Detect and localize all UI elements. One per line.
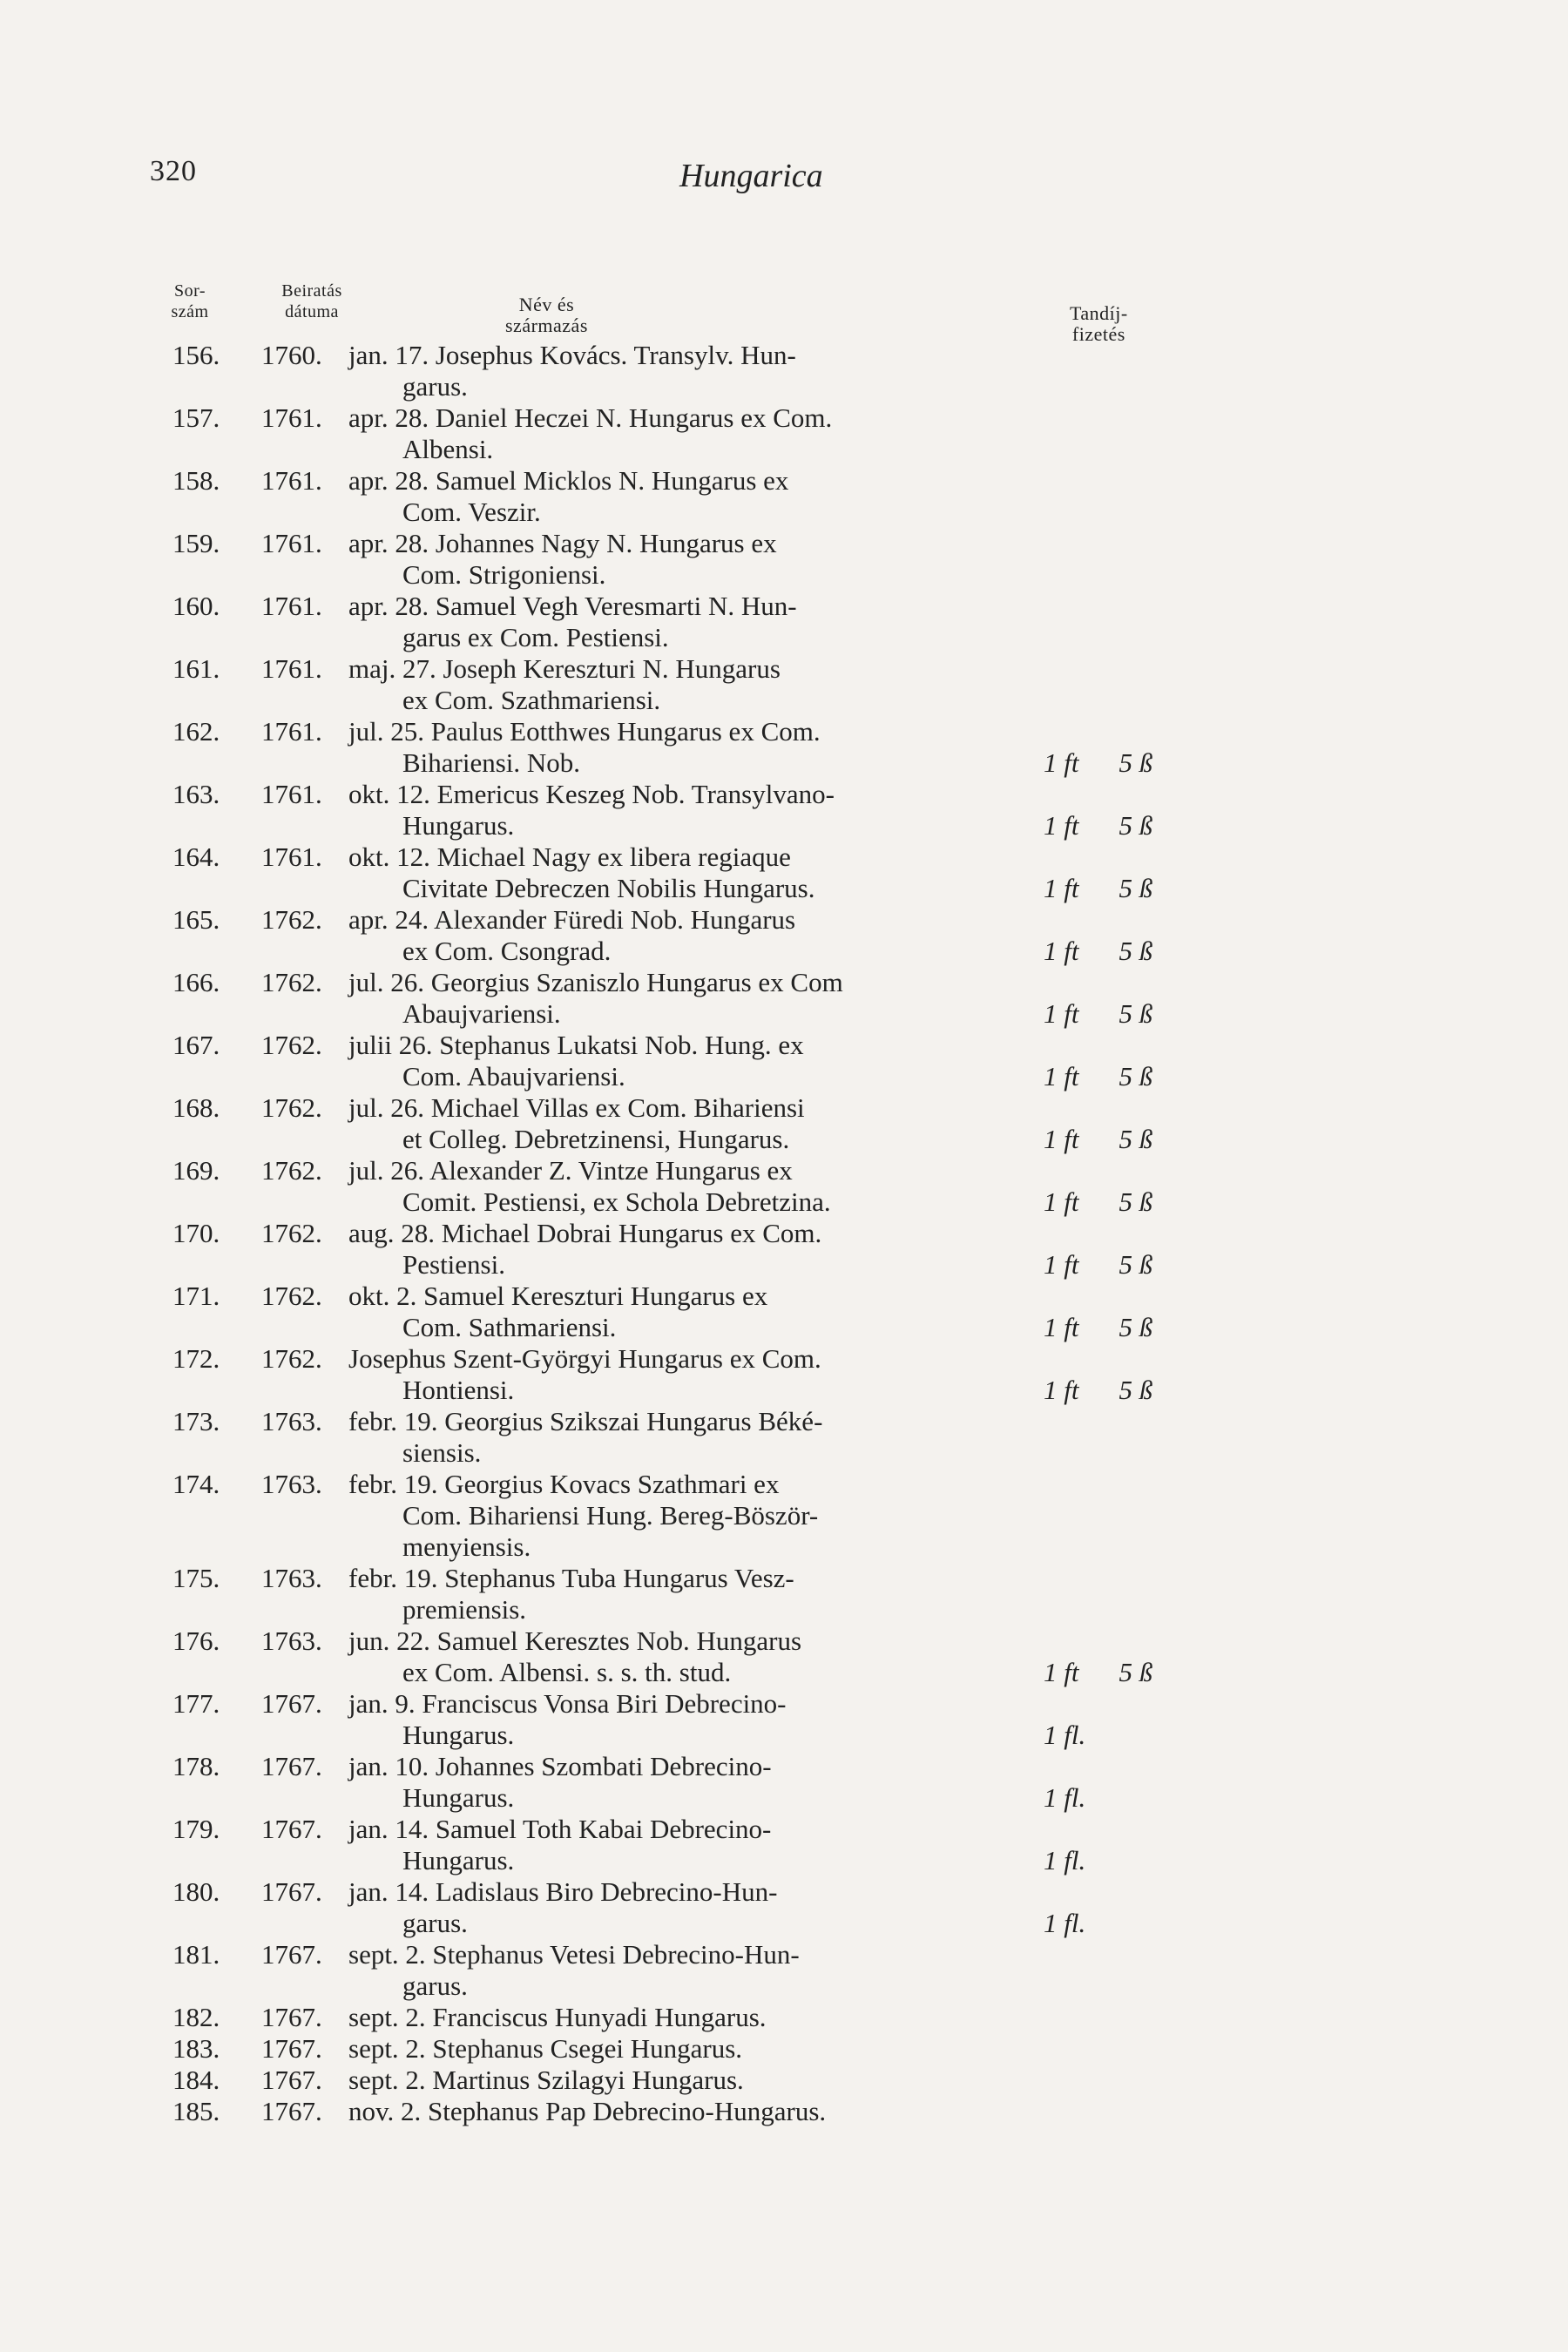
list-item [0, 1092, 1568, 1155]
entry-year: 1761. [261, 716, 322, 747]
entry-line-2: Civitate Debreczen Nobilis Hungarus. [402, 873, 815, 903]
entry-text [348, 1218, 1024, 1281]
entry-line-2: Comit. Pestiensi, ex Schola Debretzina. [402, 1186, 831, 1217]
entry-line-1: jul. 26. Alexander Z. Vintze Hungarus ex [348, 1155, 793, 1186]
entry-fee [1044, 810, 1152, 841]
fee-denar: 5 ß [1119, 936, 1153, 966]
column-header-sor-line1: Sor- [173, 281, 206, 301]
entry-text [348, 402, 1024, 465]
entry-number: 164. [172, 841, 220, 872]
entry-year: 1763. [261, 1563, 322, 1593]
entry-fee [1044, 873, 1152, 904]
entry-fee [1044, 1908, 1085, 1939]
entry-number: 172. [172, 1343, 220, 1374]
entry-fee [1044, 1124, 1152, 1155]
entry-number: 171. [172, 1281, 220, 1311]
list-item [0, 1469, 1568, 1563]
column-header-beiratas [260, 280, 364, 322]
entries-list [0, 340, 1568, 2127]
entry-year: 1767. [261, 1939, 322, 1970]
entry-year: 1763. [261, 1406, 322, 1436]
fee-forint: 1 ft [1044, 1312, 1079, 1342]
fee-denar: 5 ß [1119, 1124, 1153, 1154]
entry-line-1: jan. 14. Ladislaus Biro Debrecino-Hun- [348, 1876, 778, 1907]
fee-forint: 1 ft [1044, 936, 1079, 966]
entry-fee [1044, 1782, 1085, 1814]
entry-fee [1044, 1657, 1152, 1688]
entry-year: 1762. [261, 1343, 322, 1374]
fee-forint: 1 ft [1044, 873, 1079, 903]
fee-denar: 5 ß [1119, 1375, 1153, 1405]
entry-text [348, 653, 1024, 716]
list-item [0, 402, 1568, 465]
fee-forint: 1 fl. [1044, 1720, 1086, 1750]
column-header-sor-line2: szám [171, 302, 209, 321]
entry-line-1: nov. 2. Stephanus Pap Debrecino-Hungarus. [348, 2096, 827, 2126]
entry-year: 1762. [261, 967, 322, 997]
entry-text [348, 1406, 1024, 1469]
entry-year: 1767. [261, 2065, 322, 2095]
list-item [0, 2033, 1568, 2065]
entry-year: 1762. [261, 1281, 322, 1311]
entry-number: 168. [172, 1092, 220, 1123]
list-item [0, 591, 1568, 653]
entry-line-3: menyiensis. [402, 1531, 531, 1562]
entry-line-1: jul. 25. Paulus Eotthwes Hungarus ex Com. [348, 716, 821, 747]
entry-line-1: jan. 10. Johannes Szombati Debrecino- [348, 1751, 772, 1781]
fee-forint: 1 fl. [1044, 1845, 1086, 1876]
entry-text [348, 2002, 1024, 2033]
fee-forint: 1 ft [1044, 998, 1079, 1029]
fee-denar: 5 ß [1119, 1249, 1153, 1280]
entry-line-1: febr. 19. Georgius Kovacs Szathmari ex [348, 1469, 780, 1499]
entry-line-2: Hungarus. [402, 810, 515, 841]
list-item [0, 779, 1568, 841]
entry-line-2: garus ex Com. Pestiensi. [402, 622, 669, 652]
entry-year: 1762. [261, 904, 322, 935]
entry-text [348, 967, 1024, 1030]
entry-line-2: garus. [402, 1908, 468, 1938]
entry-number: 174. [172, 1469, 220, 1499]
list-item [0, 967, 1568, 1030]
entry-line-1: apr. 28. Samuel Micklos N. Hungarus ex [348, 465, 789, 496]
entry-fee [1044, 1312, 1152, 1343]
fee-forint: 1 ft [1044, 1061, 1079, 1092]
list-item [0, 1563, 1568, 1625]
entry-text [348, 1155, 1024, 1218]
entry-year: 1762. [261, 1155, 322, 1186]
entry-text [348, 1814, 1024, 1876]
entry-text [348, 1343, 1024, 1406]
entry-text [348, 528, 1024, 591]
fee-forint: 1 fl. [1044, 1908, 1086, 1938]
entry-line-2: Bihariensi. Nob. [402, 747, 581, 778]
list-item [0, 2065, 1568, 2096]
entry-line-1: apr. 24. Alexander Füredi Nob. Hungarus [348, 904, 796, 935]
entry-year: 1761. [261, 528, 322, 558]
list-item [0, 1406, 1568, 1469]
entry-line-2: garus. [402, 371, 468, 402]
entry-number: 157. [172, 402, 220, 433]
entry-line-2: Albensi. [402, 434, 494, 464]
entry-number: 182. [172, 2002, 220, 2032]
entry-line-2: Hontiensi. [402, 1375, 515, 1405]
column-header-sorszam [155, 280, 225, 322]
entry-text [348, 716, 1024, 779]
entry-number: 156. [172, 340, 220, 370]
column-header-tandij: Tandíj-fizetés [1070, 302, 1128, 345]
fee-denar: 5 ß [1119, 1061, 1153, 1092]
entry-text [348, 340, 1024, 402]
entry-number: 176. [172, 1625, 220, 1656]
entry-number: 178. [172, 1751, 220, 1781]
entry-line-2: siensis. [402, 1437, 482, 1468]
entry-line-1: apr. 28. Johannes Nagy N. Hungarus ex [348, 528, 777, 558]
entry-fee [1044, 1720, 1085, 1751]
list-item [0, 653, 1568, 716]
entry-line-1: julii 26. Stephanus Lukatsi Nob. Hung. ex [348, 1030, 804, 1060]
entry-line-2: Com. Bihariensi Hung. Bereg-Böször- [402, 1500, 819, 1531]
entry-text [348, 904, 1024, 967]
entry-text [348, 2096, 1024, 2127]
entry-line-1: okt. 12. Emericus Keszeg Nob. Transylvano- [348, 779, 835, 809]
entry-text [348, 591, 1024, 653]
entry-line-1: jul. 26. Georgius Szaniszlo Hungarus ex Com [348, 967, 843, 997]
entry-fee [1044, 1845, 1085, 1876]
list-item [0, 716, 1568, 779]
entry-fee [1044, 1061, 1152, 1092]
entry-line-1: jan. 9. Franciscus Vonsa Biri Debrecino- [348, 1688, 787, 1719]
list-item [0, 2002, 1568, 2033]
entry-text [348, 2033, 1024, 2065]
entry-fee [1044, 747, 1152, 779]
entry-line-2: garus. [402, 1970, 468, 2001]
entry-line-2: Hungarus. [402, 1782, 515, 1813]
entry-line-2: ex Com. Albensi. s. s. th. stud. [402, 1657, 732, 1687]
entry-fee [1044, 998, 1152, 1030]
list-item [0, 1343, 1568, 1406]
entry-fee [1044, 1249, 1152, 1281]
entry-number: 185. [172, 2096, 220, 2126]
entry-number: 180. [172, 1876, 220, 1907]
fee-denar: 5 ß [1119, 998, 1153, 1029]
entry-line-2: Hungarus. [402, 1845, 515, 1876]
entry-year: 1763. [261, 1469, 322, 1499]
entry-line-2: Abaujvariensi. [402, 998, 561, 1029]
list-item [0, 1030, 1568, 1092]
fee-denar: 5 ß [1119, 810, 1153, 841]
entry-line-1: apr. 28. Samuel Vegh Veresmarti N. Hun- [348, 591, 797, 621]
list-item [0, 1218, 1568, 1281]
fee-forint: 1 ft [1044, 747, 1079, 778]
entry-year: 1761. [261, 591, 322, 621]
fee-forint: 1 ft [1044, 1186, 1079, 1217]
entry-text [348, 1876, 1024, 1939]
entry-text [348, 2065, 1024, 2096]
entry-year: 1763. [261, 1625, 322, 1656]
list-item [0, 528, 1568, 591]
fee-forint: 1 ft [1044, 1657, 1079, 1687]
entry-line-2: Com. Abaujvariensi. [402, 1061, 625, 1092]
entry-number: 170. [172, 1218, 220, 1248]
entry-year: 1761. [261, 841, 322, 872]
fee-denar: 5 ß [1119, 873, 1153, 903]
fee-forint: 1 ft [1044, 1124, 1079, 1154]
fee-forint: 1 ft [1044, 810, 1079, 841]
entry-text [348, 1469, 1024, 1563]
entry-number: 173. [172, 1406, 220, 1436]
column-header-beir-line1: Beiratás [281, 281, 342, 301]
entry-year: 1762. [261, 1092, 322, 1123]
entry-text [348, 1688, 1024, 1751]
entry-number: 181. [172, 1939, 220, 1970]
fee-forint: 1 ft [1044, 1375, 1079, 1405]
entry-line-2: Com. Strigoniensi. [402, 559, 606, 590]
entry-number: 160. [172, 591, 220, 621]
entry-line-2: ex Com. Csongrad. [402, 936, 612, 966]
entry-number: 177. [172, 1688, 220, 1719]
entry-line-1: okt. 12. Michael Nagy ex libera regiaque [348, 841, 791, 872]
entry-line-1: aug. 28. Michael Dobrai Hungarus ex Com. [348, 1218, 822, 1248]
entry-text [348, 1563, 1024, 1625]
entry-line-1: sept. 2. Franciscus Hunyadi Hungarus. [348, 2002, 767, 2032]
entry-line-2: Hungarus. [402, 1720, 515, 1750]
entry-fee [1044, 1186, 1152, 1218]
entry-line-1: febr. 19. Georgius Szikszai Hungarus Béké- [348, 1406, 823, 1436]
list-item [0, 1155, 1568, 1218]
list-item [0, 1688, 1568, 1751]
fee-denar: 5 ß [1119, 747, 1153, 778]
entry-line-2: Pestiensi. [402, 1249, 505, 1280]
entry-number: 165. [172, 904, 220, 935]
entry-number: 183. [172, 2033, 220, 2064]
entry-line-2: ex Com. Szathmariensi. [402, 685, 661, 715]
entry-number: 161. [172, 653, 220, 684]
entry-line-1: sept. 2. Stephanus Csegei Hungarus. [348, 2033, 743, 2064]
list-item [0, 904, 1568, 967]
column-header-beir-line2: dátuma [285, 302, 339, 321]
fee-denar: 5 ß [1119, 1312, 1153, 1342]
page-number: 320 [150, 155, 197, 187]
entry-line-1: jan. 14. Samuel Toth Kabai Debrecino- [348, 1814, 772, 1844]
entry-year: 1767. [261, 1814, 322, 1844]
entry-number: 158. [172, 465, 220, 496]
entry-year: 1761. [261, 465, 322, 496]
entry-line-1: okt. 2. Samuel Kereszturi Hungarus ex [348, 1281, 768, 1311]
entry-year: 1761. [261, 402, 322, 433]
list-item [0, 1281, 1568, 1343]
entry-text [348, 1092, 1024, 1155]
page-title: Hungarica [679, 158, 823, 194]
entry-line-1: sept. 2. Stephanus Vetesi Debrecino-Hun- [348, 1939, 800, 1970]
entry-year: 1761. [261, 653, 322, 684]
list-item [0, 841, 1568, 904]
fee-forint: 1 ft [1044, 1249, 1079, 1280]
entry-number: 166. [172, 967, 220, 997]
entry-line-1: jan. 17. Josephus Kovács. Transylv. Hun- [348, 340, 796, 370]
entry-line-1: jul. 26. Michael Villas ex Com. Bihariensi [348, 1092, 805, 1123]
entry-line-2: Com. Veszir. [402, 497, 541, 527]
fee-denar: 5 ß [1119, 1186, 1153, 1217]
list-item [0, 1939, 1568, 2002]
entry-number: 159. [172, 528, 220, 558]
entry-line-1: apr. 28. Daniel Heczei N. Hungarus ex Com. [348, 402, 833, 433]
entry-year: 1767. [261, 2033, 322, 2064]
entry-line-1: jun. 22. Samuel Keresztes Nob. Hungarus [348, 1625, 802, 1656]
entry-line-2: Com. Sathmariensi. [402, 1312, 617, 1342]
entry-year: 1762. [261, 1030, 322, 1060]
entry-year: 1762. [261, 1218, 322, 1248]
column-header-nev: Név és származás [505, 294, 588, 336]
entry-number: 179. [172, 1814, 220, 1844]
list-item [0, 1876, 1568, 1939]
entry-line-2: et Colleg. Debretzinensi, Hungarus. [402, 1124, 790, 1154]
entry-text [348, 1030, 1024, 1092]
entry-line-2: premiensis. [402, 1594, 527, 1625]
list-item [0, 1751, 1568, 1814]
fee-forint: 1 fl. [1044, 1782, 1086, 1813]
entry-year: 1767. [261, 1751, 322, 1781]
entry-year: 1767. [261, 1688, 322, 1719]
list-item [0, 340, 1568, 402]
entry-text [348, 1939, 1024, 2002]
entry-year: 1767. [261, 1876, 322, 1907]
entry-number: 184. [172, 2065, 220, 2095]
entry-year: 1761. [261, 779, 322, 809]
entry-text [348, 465, 1024, 528]
entry-number: 162. [172, 716, 220, 747]
entry-text [348, 1751, 1024, 1814]
list-item [0, 2096, 1568, 2127]
list-item [0, 1625, 1568, 1688]
entry-text [348, 1281, 1024, 1343]
entry-text [348, 841, 1024, 904]
entry-year: 1767. [261, 2096, 322, 2126]
entry-number: 169. [172, 1155, 220, 1186]
list-item [0, 465, 1568, 528]
entry-year: 1760. [261, 340, 322, 370]
entry-text [348, 1625, 1024, 1688]
entry-text [348, 779, 1024, 841]
list-item [0, 1814, 1568, 1876]
entry-number: 163. [172, 779, 220, 809]
fee-denar: 5 ß [1119, 1657, 1153, 1687]
entry-line-1: maj. 27. Joseph Kereszturi N. Hungarus [348, 653, 781, 684]
entry-fee [1044, 1375, 1152, 1406]
entry-fee [1044, 936, 1152, 967]
entry-number: 175. [172, 1563, 220, 1593]
entry-number: 167. [172, 1030, 220, 1060]
entry-line-1: febr. 19. Stephanus Tuba Hungarus Vesz- [348, 1563, 794, 1593]
entry-line-1: Josephus Szent-Györgyi Hungarus ex Com. [348, 1343, 821, 1374]
entry-year: 1767. [261, 2002, 322, 2032]
entry-line-1: sept. 2. Martinus Szilagyi Hungarus. [348, 2065, 744, 2095]
